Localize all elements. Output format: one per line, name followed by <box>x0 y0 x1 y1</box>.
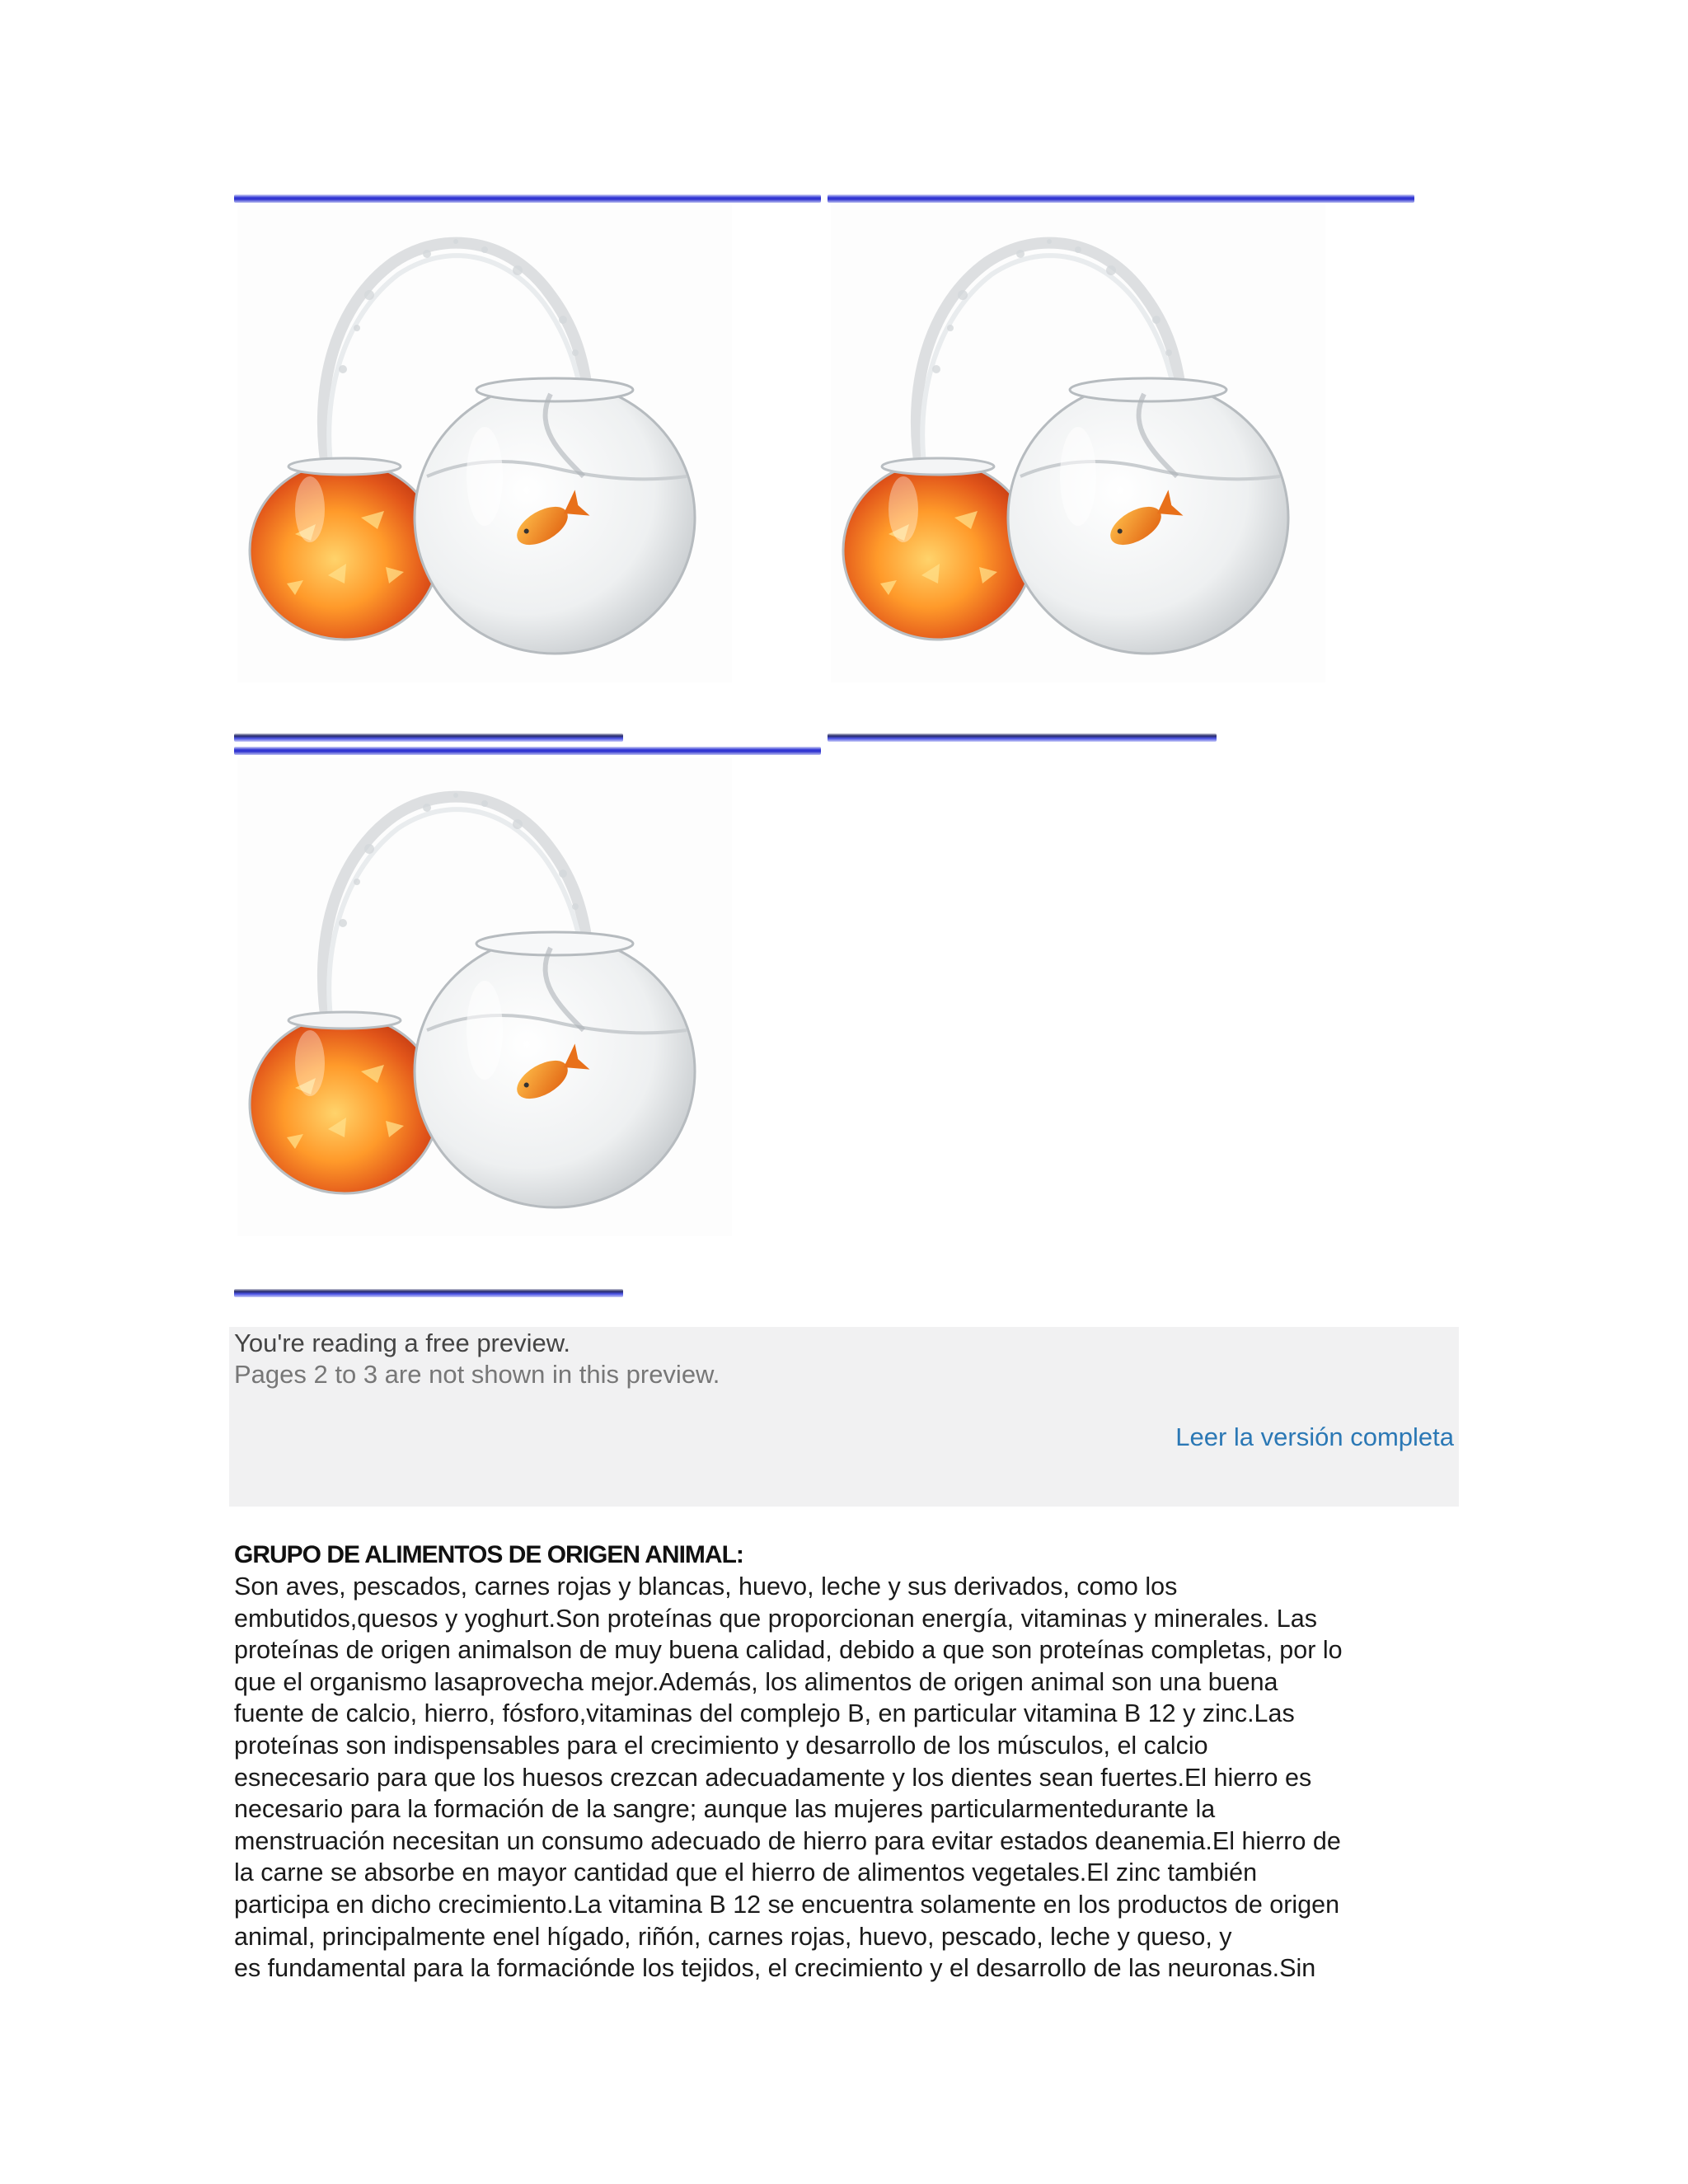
body-line: menstruación necesitan un consumo adecuado de hierro para evitar estados deanemia.El hierro de <box>234 1826 1341 1855</box>
body-line: embutidos,quesos y yoghurt.Son proteínas que proporcionan energía, vitaminas y minerales. Las <box>234 1604 1317 1633</box>
body-line: que el organismo lasaprovecha mejor.Además, los alimentos de origen animal son una buena <box>234 1667 1278 1696</box>
divider-bar <box>234 747 821 755</box>
divider-bar <box>234 194 821 203</box>
read-full-version-link[interactable]: Leer la versión completa <box>1175 1422 1454 1451</box>
body-line: participa en dicho crecimiento.La vitamina B 12 se encuentra solamente en los productos de origen <box>234 1890 1340 1919</box>
body-line: proteínas de origen animalson de muy buena calidad, debido a que son proteínas completas, por lo <box>234 1636 1343 1665</box>
body-line: necesario para la formación de la sangre; aunque las mujeres particularmentedurante la <box>234 1795 1216 1824</box>
article-body <box>234 1571 1459 1985</box>
body-line: proteínas son indispensables para el crecimiento y desarrollo de los músculos, el calcio <box>234 1731 1208 1760</box>
preview-notice-box <box>229 1327 1459 1507</box>
section-heading: GRUPO DE ALIMENTOS DE ORIGEN ANIMAL: <box>234 1541 743 1568</box>
body-line: la carne se absorbe en mayor cantidad que el hierro de alimentos vegetales.El zinc también <box>234 1858 1258 1887</box>
fishbowl-jump-image <box>237 204 732 682</box>
preview-pages-note: Pages 2 to 3 are not shown in this preview. <box>234 1360 720 1389</box>
divider-bar <box>828 194 1414 203</box>
body-line: Son aves, pescados, carnes rojas y blancas, huevo, leche y sus derivados, como los <box>234 1572 1178 1601</box>
divider-bar <box>828 733 1217 742</box>
fishbowl-jump-image <box>831 204 1325 682</box>
divider-bar <box>234 1289 623 1297</box>
body-line: animal, principalmente enel hígado, riñón, carnes rojas, huevo, pescado, leche y queso, y <box>234 1922 1232 1951</box>
fishbowl-jump-image <box>237 758 732 1236</box>
divider-bar <box>234 733 623 742</box>
body-line: es fundamental para la formaciónde los tejidos, el crecimiento y el desarrollo de las neuronas.Sin <box>234 1954 1316 1983</box>
body-line: esnecesario para que los huesos crezcan adecuadamente y los dientes sean fuertes.El hierro es <box>234 1763 1312 1792</box>
preview-notice: You're reading a free preview. <box>234 1329 571 1357</box>
body-line: fuente de calcio, hierro, fósforo,vitaminas del complejo B, en particular vitamina B 12 y zinc.Las <box>234 1699 1295 1728</box>
